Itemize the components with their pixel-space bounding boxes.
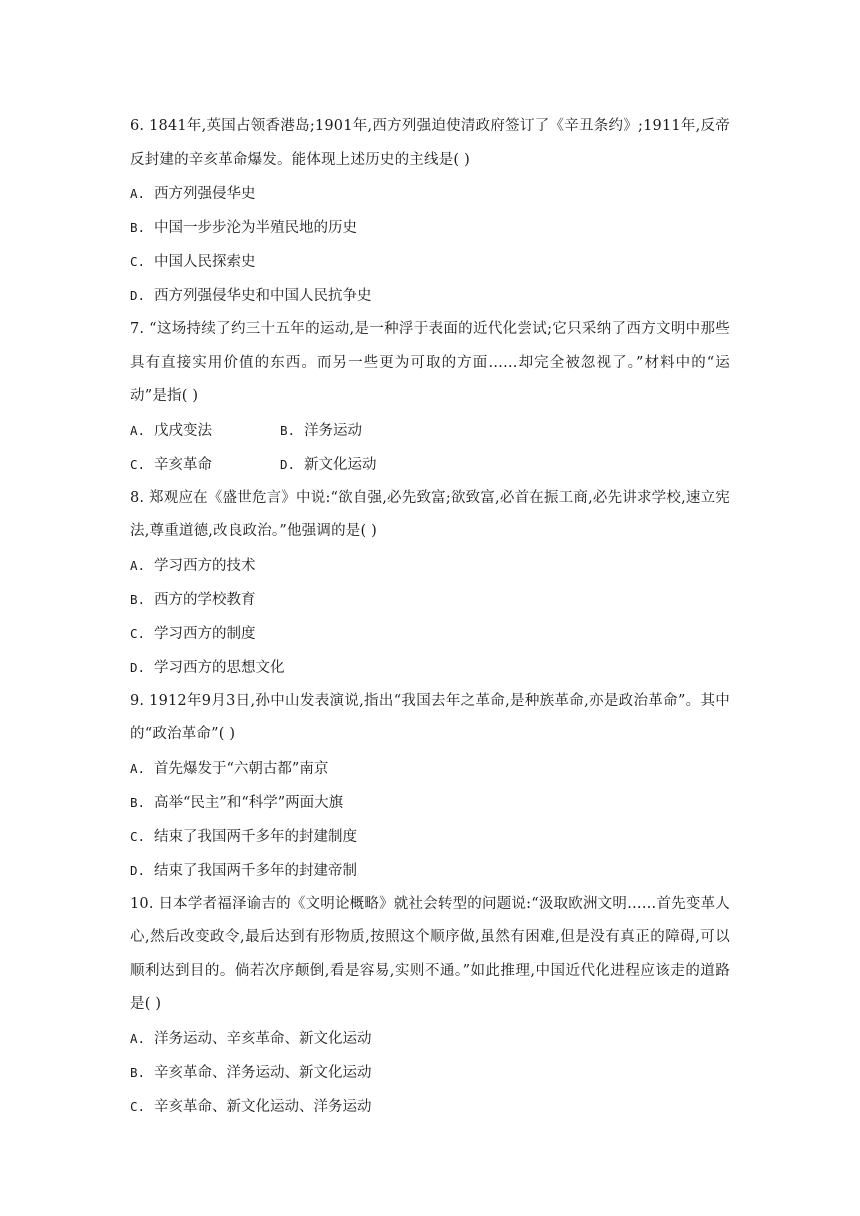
question-8: [130, 482, 730, 685]
option-c: [130, 617, 730, 651]
option-letter: C.: [130, 254, 146, 269]
option-text: 结束了我国两千多年的封建制度: [154, 828, 357, 845]
option-b: [280, 414, 430, 448]
option-letter: A.: [130, 1030, 146, 1046]
option-letter: A.: [130, 760, 146, 776]
question-stem: 8. 郑观应在《盛世危言》中说:“欲自强,必先致富;欲致富,必首在振工商,必先讲求学校,速立宪法,尊重道德,改良政治。”他强调的是( ): [130, 489, 730, 539]
option-text: 戊戌变法: [154, 422, 212, 439]
option-b: [130, 786, 730, 820]
option-text: 西方的学校教育: [154, 591, 256, 608]
option-d: [280, 448, 430, 482]
option-a: [130, 177, 730, 211]
option-d: [130, 854, 730, 888]
option-text: 学习西方的技术: [154, 557, 256, 574]
option-a: [130, 1022, 730, 1056]
option-d: [130, 651, 730, 685]
option-letter: D.: [280, 456, 296, 472]
option-letter: B.: [130, 591, 146, 607]
option-letter: A.: [130, 186, 146, 201]
exam-page: [130, 110, 730, 1124]
option-c: [130, 820, 730, 854]
question-7: [130, 313, 730, 482]
question-stem: 6. 1841年,英国占领香港岛;1901年,西方列强迫使清政府签订了《辛丑条约》;1911年,反帝反封建的辛亥革命爆发。能体现上述历史的主线是( ): [130, 118, 730, 168]
option-letter: D.: [130, 288, 146, 303]
option-c: [130, 245, 730, 279]
option-c: [130, 448, 280, 482]
option-letter: A.: [130, 422, 146, 438]
option-a: [130, 549, 730, 583]
option-text: 辛亥革命: [154, 456, 212, 473]
option-letter: B.: [130, 1064, 146, 1080]
option-letter: D.: [130, 659, 146, 675]
option-text: 高举“民主”和“科学”两面大旗: [154, 794, 344, 811]
option-row: [130, 448, 730, 482]
option-text: 中国人民探索史: [154, 254, 256, 270]
option-text: 首先爆发于“六朝古都”南京: [154, 760, 329, 777]
option-text: 辛亥革命、新文化运动、洋务运动: [154, 1098, 372, 1115]
option-letter: D.: [130, 862, 146, 878]
option-letter: C.: [130, 828, 146, 844]
question-6: [130, 110, 730, 313]
option-d: [130, 279, 730, 313]
option-c: [130, 1090, 730, 1124]
option-a: [130, 414, 280, 448]
option-b: [130, 583, 730, 617]
option-letter: C.: [130, 456, 146, 472]
option-text: 西方列强侵华史和中国人民抗争史: [154, 288, 372, 304]
option-text: 结束了我国两千多年的封建帝制: [154, 862, 357, 879]
option-text: 洋务运动: [304, 422, 362, 439]
option-letter: B.: [130, 220, 146, 235]
option-b: [130, 1056, 730, 1090]
option-letter: A.: [130, 557, 146, 573]
option-letter: C.: [130, 625, 146, 641]
option-letter: B.: [280, 422, 296, 438]
option-letter: C.: [130, 1098, 146, 1114]
option-text: 洋务运动、辛亥革命、新文化运动: [154, 1030, 372, 1047]
question-10: [130, 888, 730, 1124]
option-b: [130, 211, 730, 245]
question-stem: 9. 1912年9月3日,孙中山发表演说,指出“我国去年之革命,是种族革命,亦是政治革命”。其中的“政治革命”( ): [130, 692, 730, 742]
option-text: 学习西方的制度: [154, 625, 256, 642]
option-a: [130, 752, 730, 786]
option-row: [130, 414, 730, 448]
question-9: [130, 685, 730, 888]
option-text: 辛亥革命、洋务运动、新文化运动: [154, 1064, 372, 1081]
option-letter: B.: [130, 794, 146, 810]
question-stem: 7. “这场持续了约三十五年的运动,是一种浮于表面的近代化尝试;它只采纳了西方文明中那些具有直接实用价值的东西。而另一些更为可取的方面……却完全被忽视了。”材料中的“运动”是指( ): [130, 321, 730, 404]
option-text: 中国一步步沦为半殖民地的历史: [154, 220, 357, 236]
option-text: 新文化运动: [304, 456, 377, 473]
question-stem: 10. 日本学者福泽谕吉的《文明论概略》就社会转型的问题说:“汲取欧洲文明……首先变革人心,然后改变政令,最后达到有形物质,按照这个顺序做,虽然有困难,但是没有真正的障碍,可以顺利达到目的。倘若次序颠倒,看是容易,实则不通。”如此推理,中国近代化进程应该走的道路是( ): [130, 895, 730, 1012]
option-text: 学习西方的思想文化: [154, 659, 285, 676]
option-text: 西方列强侵华史: [154, 186, 256, 202]
